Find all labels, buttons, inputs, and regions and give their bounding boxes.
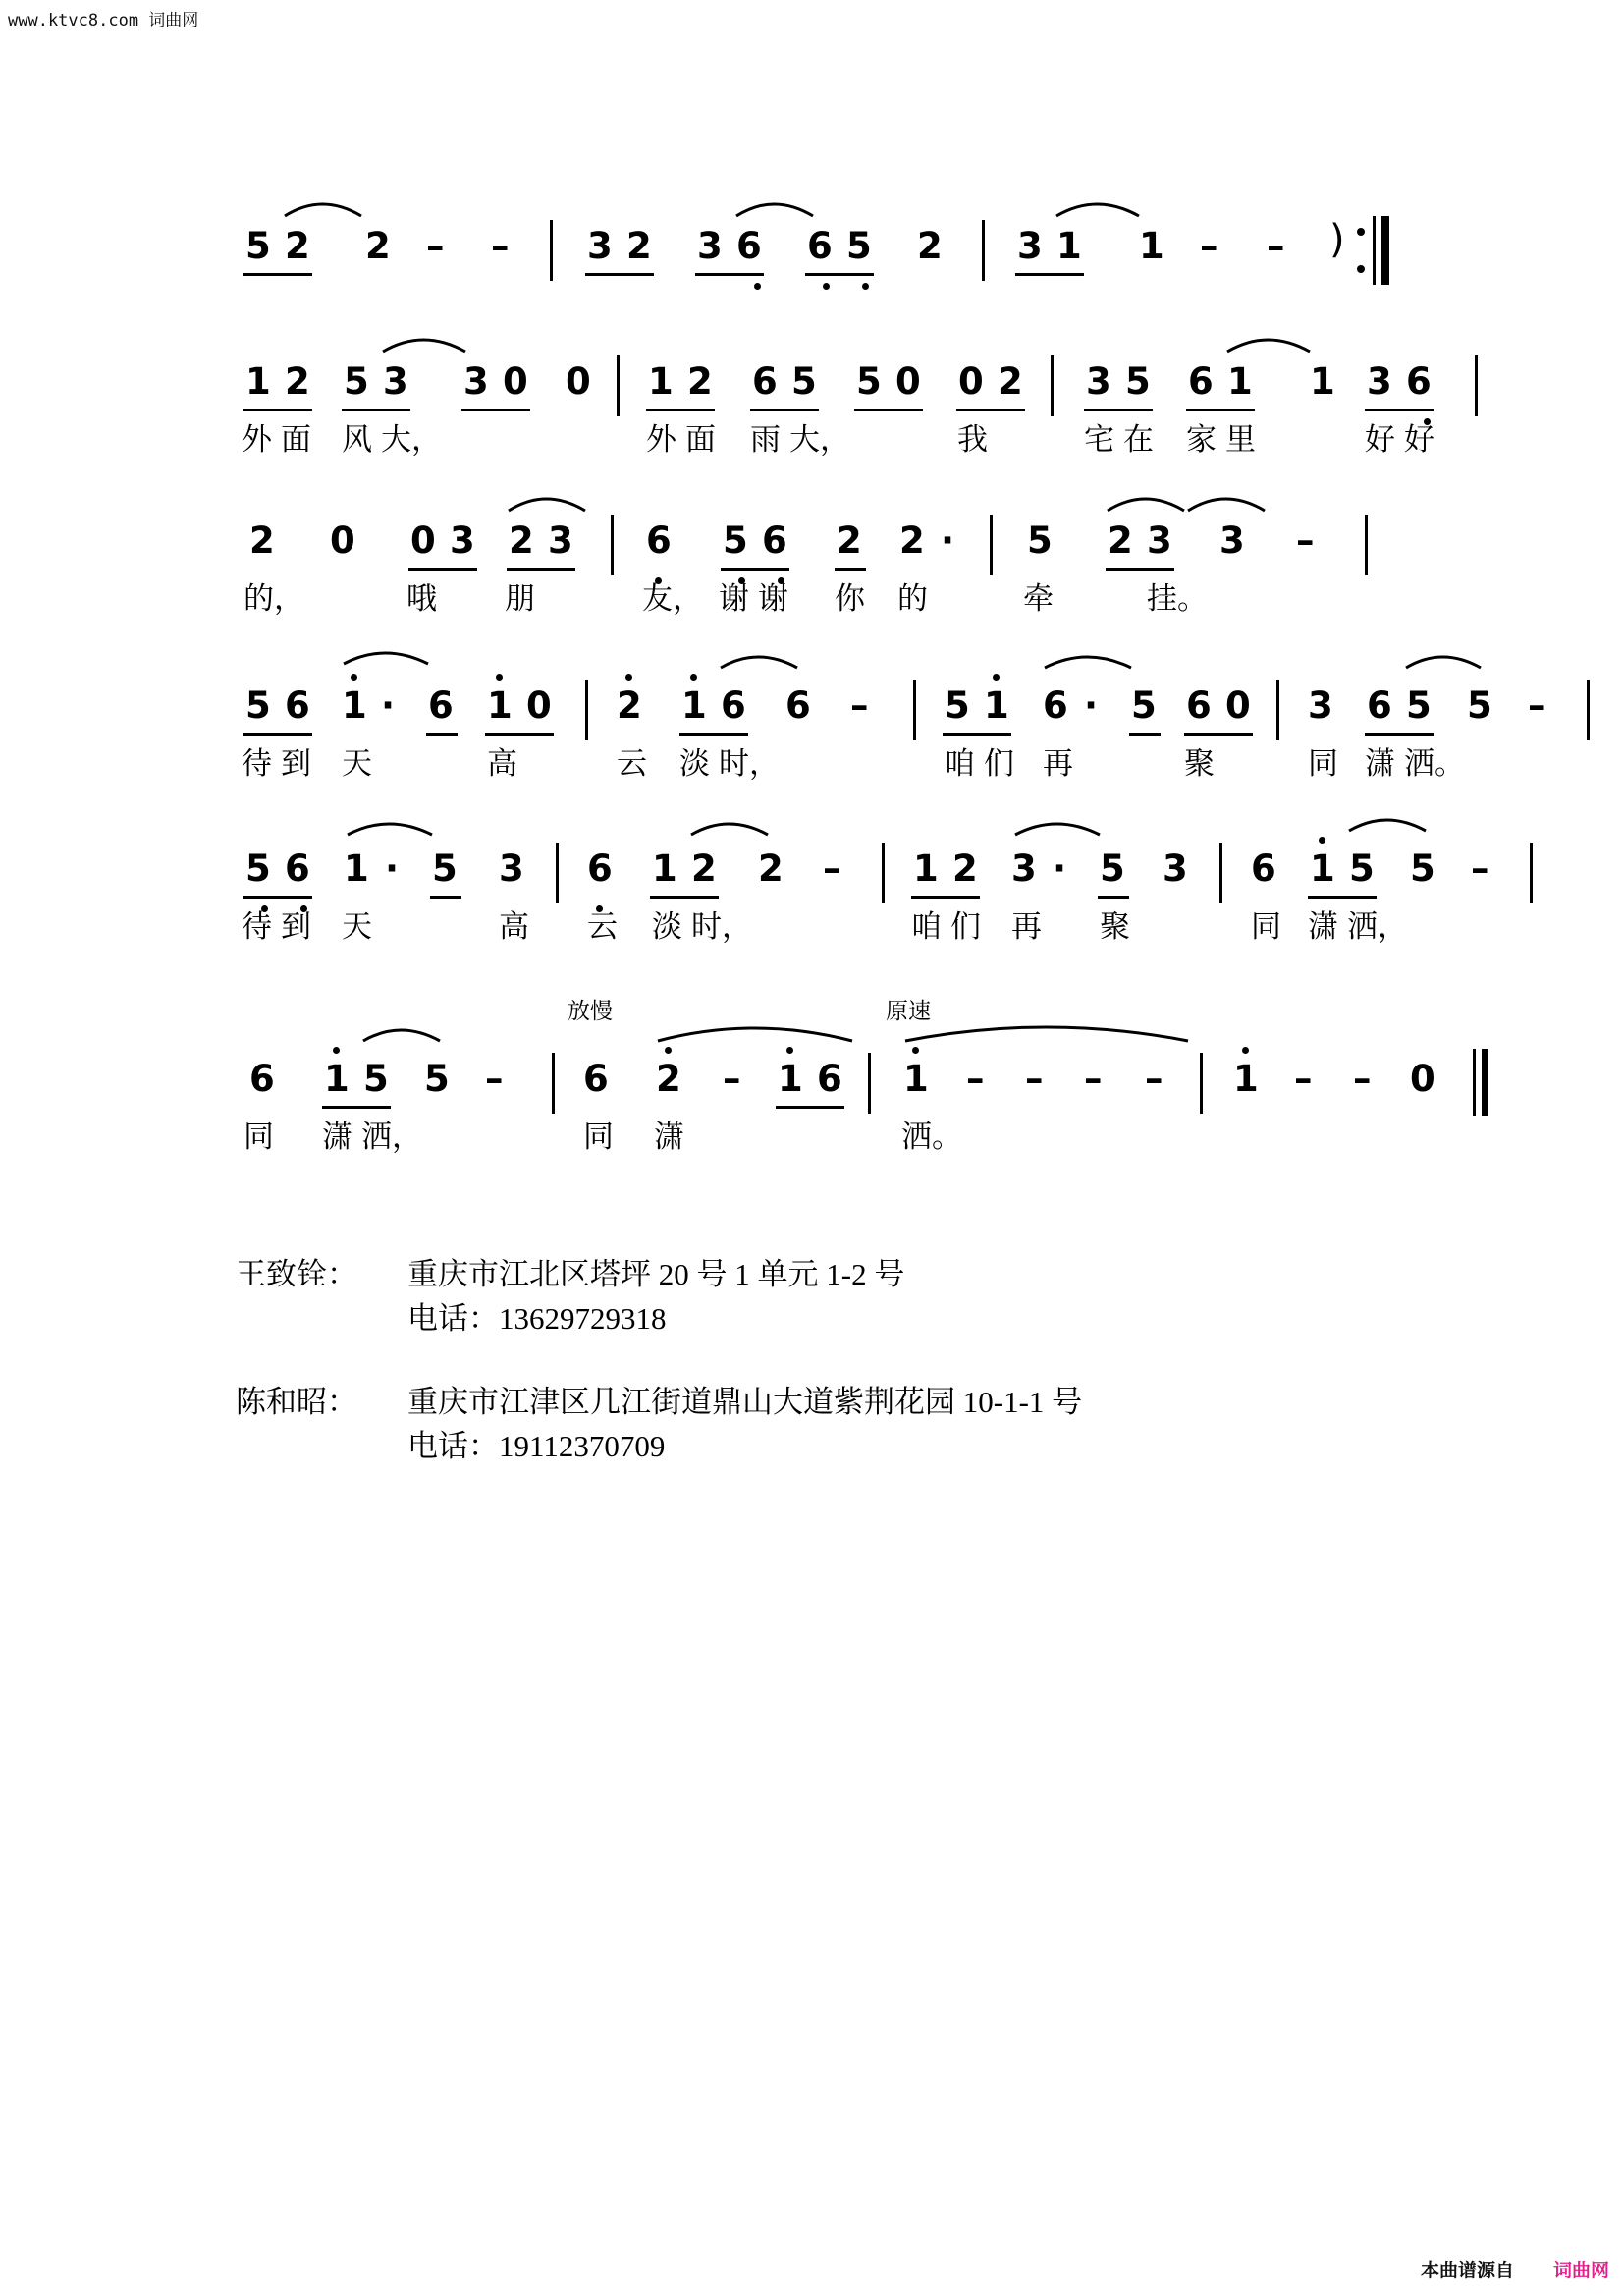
lyric-syllable: 再	[1011, 909, 1042, 944]
lyric-syllable: 淡	[652, 909, 682, 944]
lyric-syllable: 同	[1251, 909, 1281, 944]
note: 2	[365, 225, 391, 267]
note: 0	[895, 360, 921, 403]
repeat-dot	[1357, 228, 1365, 236]
lyric-syllable: 面	[685, 422, 716, 457]
barline	[913, 680, 916, 740]
note: 1	[1233, 1058, 1259, 1100]
note: 5	[344, 360, 369, 403]
note: 1	[1227, 360, 1253, 403]
note: 3	[1086, 360, 1111, 403]
lyric-syllable: 到	[281, 909, 311, 944]
slur-arc	[1043, 648, 1135, 672]
note: 5	[846, 225, 872, 267]
note: 6	[807, 225, 833, 267]
note: 3	[548, 519, 573, 562]
lyric-syllable: 潇	[1308, 909, 1338, 944]
slur-arc	[1055, 194, 1143, 220]
note: 6	[583, 1058, 609, 1100]
dotted-note-dot: ·	[941, 519, 955, 562]
beam-line	[1186, 409, 1255, 411]
lyric-syllable: 家	[1186, 422, 1217, 457]
lyric-syllable: 里	[1225, 422, 1256, 457]
lyric-syllable: 谢	[758, 581, 788, 616]
note: 2	[656, 1058, 681, 1100]
slur-arc	[656, 1017, 856, 1045]
credit-name: 陈和昭：	[236, 1385, 357, 1419]
note: 3	[1367, 360, 1392, 403]
lyric-syllable: 潇	[1365, 746, 1395, 781]
octave-down-dot	[823, 283, 830, 290]
slur-arc	[361, 1021, 444, 1045]
note: 5	[1467, 684, 1492, 727]
beam-line	[854, 409, 923, 411]
slur-arc	[734, 194, 817, 220]
sustain-dash: –	[1200, 225, 1218, 267]
barline	[585, 680, 588, 740]
sustain-dash: –	[1294, 1058, 1313, 1100]
barline	[1276, 680, 1279, 740]
beam-line	[1015, 273, 1084, 276]
repeat-barline	[1373, 216, 1376, 285]
note: 1	[903, 1058, 929, 1100]
note: 2	[952, 847, 978, 890]
beam-line	[1365, 409, 1434, 411]
note: 2	[758, 847, 784, 890]
lyric-syllable: 哦	[406, 581, 437, 616]
lyric-syllable: 你	[835, 581, 865, 616]
lyric-syllable: 时，	[719, 746, 780, 781]
beam-line	[835, 568, 866, 571]
lyric-syllable: 牵	[1023, 581, 1054, 616]
note: 1	[681, 684, 707, 727]
beam-line	[1308, 896, 1377, 899]
beam-line	[721, 568, 789, 571]
note: 3	[1308, 684, 1333, 727]
lyric-syllable: 大，	[381, 422, 442, 457]
final-barline	[1473, 1049, 1476, 1116]
note: 3	[463, 360, 489, 403]
note: 1	[984, 684, 1009, 727]
note: 5	[945, 684, 970, 727]
tempo-marking: 放慢	[568, 999, 613, 1023]
note: 0	[566, 360, 591, 403]
slur-arc	[1225, 330, 1314, 355]
lyric-syllable: 同	[1308, 746, 1338, 781]
barline	[556, 843, 559, 903]
beam-line	[430, 896, 461, 899]
octave-up-dot	[625, 674, 632, 681]
credit-address: 重庆市江津区几江街道鼎山大道紫荆花园 10-1-1 号	[407, 1385, 1083, 1419]
note: 6	[721, 684, 746, 727]
repeat-barline	[1381, 216, 1389, 285]
note: 5	[1027, 519, 1053, 562]
sustain-dash: –	[1353, 1058, 1372, 1100]
barline	[868, 1053, 871, 1114]
beam-line	[1184, 733, 1253, 736]
sustain-dash: –	[1084, 1058, 1103, 1100]
note: 6	[285, 684, 310, 727]
barline	[1051, 355, 1054, 416]
lyric-syllable: 潇	[322, 1120, 352, 1154]
note: 6	[1406, 360, 1432, 403]
note: 3	[697, 225, 723, 267]
beam-line	[585, 273, 654, 276]
note: 2	[617, 684, 642, 727]
beam-line	[461, 409, 530, 411]
barline	[1475, 355, 1478, 416]
note: 6	[762, 519, 787, 562]
dotted-note-dot: ·	[381, 684, 396, 727]
lyric-syllable: 的	[897, 581, 928, 616]
credits-section	[236, 1249, 1414, 1504]
note: 6	[285, 847, 310, 890]
note: 6	[428, 684, 454, 727]
slur-arc	[1186, 489, 1269, 515]
barline	[1365, 515, 1368, 575]
note: 1	[778, 1058, 803, 1100]
lyric-syllable: 外	[242, 422, 272, 457]
note: 6	[785, 684, 811, 727]
dotted-note-dot: ·	[1053, 847, 1067, 890]
note: 0	[330, 519, 355, 562]
note: 1	[245, 360, 271, 403]
sustain-dash: –	[1025, 1058, 1044, 1100]
beam-line	[485, 733, 554, 736]
note: 0	[526, 684, 552, 727]
note: 5	[1131, 684, 1157, 727]
note: 1	[324, 1058, 350, 1100]
octave-up-dot	[1319, 837, 1325, 844]
note: 6	[587, 847, 613, 890]
lyric-syllable: 我	[957, 422, 988, 457]
note: 2	[687, 360, 713, 403]
lyric-syllable: 聚	[1100, 909, 1130, 944]
dotted-note-dot: ·	[1084, 684, 1099, 727]
note: 5	[1406, 684, 1432, 727]
lyric-syllable: 朋	[505, 581, 535, 616]
octave-down-dot	[862, 283, 869, 290]
note: 0	[1225, 684, 1251, 727]
note: 3	[587, 225, 613, 267]
lyric-syllable: 云	[587, 909, 618, 944]
sustain-dash: –	[1145, 1058, 1163, 1100]
lyric-syllable: 在	[1123, 422, 1154, 457]
note: 0	[958, 360, 984, 403]
note: 6	[1251, 847, 1276, 890]
slur-arc	[346, 815, 436, 839]
slur-arc	[689, 815, 772, 839]
barline	[611, 515, 614, 575]
lyric-syllable: 好	[1365, 422, 1395, 457]
octave-up-dot	[690, 674, 697, 681]
lyric-syllable: 们	[950, 909, 981, 944]
note: 2	[837, 519, 862, 562]
note: 5	[424, 1058, 450, 1100]
credit-entry	[236, 1249, 1414, 1339]
lyric-syllable: 的，	[243, 581, 304, 616]
note: 5	[856, 360, 882, 403]
note: 5	[245, 684, 271, 727]
beam-line	[243, 409, 312, 411]
note: 1	[342, 684, 367, 727]
note: 6	[1186, 684, 1212, 727]
sustain-dash: –	[966, 1058, 985, 1100]
lyric-syllable: 面	[281, 422, 311, 457]
lyric-syllable: 外	[646, 422, 676, 457]
credit-phone: 电话：19112370709	[407, 1429, 666, 1463]
slur-arc	[1013, 815, 1104, 839]
note: 6	[752, 360, 778, 403]
octave-up-dot	[993, 674, 1000, 681]
note: 1	[1139, 225, 1164, 267]
note: 0	[503, 360, 528, 403]
watermark-bottom-right	[1421, 2256, 1609, 2282]
note: 5	[1125, 360, 1151, 403]
lyric-syllable: 淡	[679, 746, 710, 781]
note: 3	[499, 847, 524, 890]
lyric-syllable: 天	[342, 909, 372, 944]
lyric-syllable: 再	[1043, 746, 1073, 781]
repeat-dot	[1357, 265, 1365, 273]
note: 2	[1108, 519, 1133, 562]
beam-line	[322, 1106, 391, 1109]
lyric-syllable: 时，	[691, 909, 752, 944]
beam-line	[776, 1106, 844, 1109]
note: 2	[509, 519, 534, 562]
note: 0	[410, 519, 436, 562]
lyric-syllable: 同	[243, 1120, 274, 1154]
beam-line	[956, 409, 1025, 411]
octave-up-dot	[333, 1047, 340, 1054]
lyric-syllable: 洒。	[1404, 746, 1465, 781]
note: 3	[383, 360, 408, 403]
slur-arc	[1404, 648, 1485, 672]
final-barline	[1482, 1049, 1488, 1116]
note: 5	[1410, 847, 1435, 890]
lyric-syllable: 云	[617, 746, 647, 781]
note: 5	[245, 847, 271, 890]
note: 5	[791, 360, 817, 403]
lyric-syllable: 同	[583, 1120, 614, 1154]
tempo-marking: 原速	[886, 999, 931, 1023]
lyric-syllable: 风	[342, 422, 372, 457]
barline	[982, 220, 985, 281]
note: 3	[1011, 847, 1037, 890]
beam-line	[943, 733, 1011, 736]
lyric-syllable: 洒，	[1347, 909, 1408, 944]
slur-arc	[1106, 489, 1188, 515]
note: 2	[899, 519, 925, 562]
note: 0	[1410, 1058, 1435, 1100]
beam-line	[1106, 568, 1174, 571]
beam-line	[243, 273, 312, 276]
slur-arc	[283, 194, 365, 220]
note: 2	[998, 360, 1023, 403]
note: 3	[450, 519, 475, 562]
beam-line	[695, 273, 764, 276]
beam-line	[342, 409, 410, 411]
beam-line	[1129, 733, 1161, 736]
octave-up-dot	[351, 674, 357, 681]
beam-line	[1084, 409, 1153, 411]
lyric-syllable: 潇	[654, 1120, 684, 1154]
sustain-dash: –	[1528, 684, 1546, 727]
note: 2	[285, 225, 310, 267]
sustain-dash: –	[1267, 225, 1285, 267]
barline	[1587, 680, 1590, 740]
note: 3	[1219, 519, 1245, 562]
lyric-syllable: 天	[342, 746, 372, 781]
lyric-syllable: 大，	[789, 422, 850, 457]
credit-name: 王致铨：	[236, 1257, 357, 1291]
sustain-dash: –	[426, 225, 445, 267]
sustain-dash: –	[1471, 847, 1489, 890]
lyric-syllable: 到	[281, 746, 311, 781]
watermark-site-label: 词曲网	[1552, 2260, 1609, 2281]
beam-line	[243, 896, 312, 899]
beam-line	[507, 568, 575, 571]
lyric-syllable: 谢	[719, 581, 749, 616]
beam-line	[646, 409, 715, 411]
octave-up-dot	[912, 1047, 919, 1054]
note: 6	[249, 1058, 275, 1100]
note: 2	[249, 519, 275, 562]
barline	[1219, 843, 1222, 903]
note: 6	[1188, 360, 1214, 403]
lyric-syllable: 雨	[750, 422, 781, 457]
octave-up-dot	[1242, 1047, 1249, 1054]
beam-line	[1365, 733, 1434, 736]
lyric-syllable: 宅	[1084, 422, 1114, 457]
beam-line	[805, 273, 874, 276]
barline	[552, 1053, 555, 1114]
beam-line	[408, 568, 477, 571]
note: 1	[648, 360, 674, 403]
note: 3	[1163, 847, 1188, 890]
lyric-syllable: 洒，	[361, 1120, 422, 1154]
slur-arc	[719, 648, 801, 672]
beam-line	[650, 896, 719, 899]
note: 1	[344, 847, 369, 890]
credit-phone: 电话：13629729318	[407, 1301, 667, 1336]
note: 1	[487, 684, 513, 727]
lyric-syllable: 挂。	[1147, 581, 1208, 616]
note: 5	[1100, 847, 1125, 890]
closing-paren: )	[1329, 217, 1345, 262]
note: 1	[913, 847, 939, 890]
note: 5	[1349, 847, 1375, 890]
lyric-syllable: 好	[1404, 422, 1434, 457]
sustain-dash: –	[1296, 519, 1315, 562]
note: 5	[432, 847, 458, 890]
barline	[1200, 1053, 1203, 1114]
note: 5	[245, 225, 271, 267]
watermark-top-left: www.ktvc8.com 词曲网	[8, 11, 199, 30]
lyric-syllable: 聚	[1184, 746, 1215, 781]
slur-arc	[342, 644, 432, 668]
note: 1	[1310, 360, 1335, 403]
note: 6	[736, 225, 762, 267]
slur-arc	[903, 1015, 1192, 1045]
barline	[882, 843, 885, 903]
note: 2	[285, 360, 310, 403]
note: 3	[1147, 519, 1172, 562]
lyric-syllable: 洒。	[901, 1120, 962, 1154]
beam-line	[911, 896, 980, 899]
slur-arc	[1347, 811, 1430, 835]
beam-line	[750, 409, 819, 411]
credit-address: 重庆市江北区塔坪 20 号 1 单元 1-2 号	[407, 1257, 905, 1291]
note: 2	[691, 847, 717, 890]
note: 5	[363, 1058, 389, 1100]
octave-down-dot	[754, 283, 761, 290]
note: 6	[1043, 684, 1068, 727]
sustain-dash: –	[485, 1058, 504, 1100]
dotted-note-dot: ·	[385, 847, 400, 890]
note: 6	[817, 1058, 842, 1100]
sustain-dash: –	[823, 847, 841, 890]
lyric-syllable: 友，	[642, 581, 703, 616]
slur-arc	[381, 330, 469, 355]
note: 1	[1310, 847, 1335, 890]
note: 5	[723, 519, 748, 562]
beam-line	[243, 733, 312, 736]
barline	[1530, 843, 1533, 903]
lyric-syllable: 待	[242, 909, 272, 944]
beam-line	[426, 733, 458, 736]
octave-up-dot	[665, 1047, 672, 1054]
sustain-dash: –	[723, 1058, 741, 1100]
sustain-dash: –	[850, 684, 869, 727]
sustain-dash: –	[491, 225, 510, 267]
credit-entry	[236, 1377, 1414, 1467]
lyric-syllable: 们	[984, 746, 1014, 781]
note: 2	[626, 225, 652, 267]
note: 1	[652, 847, 677, 890]
lyric-syllable: 高	[487, 746, 517, 781]
barline	[617, 355, 620, 416]
beam-line	[679, 733, 748, 736]
note: 3	[1017, 225, 1043, 267]
lyric-syllable: 咱	[911, 909, 942, 944]
lyric-syllable: 高	[499, 909, 529, 944]
slur-arc	[507, 489, 589, 515]
note: 2	[917, 225, 943, 267]
note: 6	[1367, 684, 1392, 727]
octave-up-dot	[496, 674, 503, 681]
note: 6	[646, 519, 672, 562]
watermark-source-label: 本曲谱源自	[1420, 2260, 1514, 2281]
octave-up-dot	[786, 1047, 793, 1054]
lyric-syllable: 待	[242, 746, 272, 781]
note: 1	[1056, 225, 1082, 267]
beam-line	[1098, 896, 1129, 899]
lyric-syllable: 咱	[945, 746, 975, 781]
barline	[550, 220, 553, 281]
barline	[990, 515, 993, 575]
